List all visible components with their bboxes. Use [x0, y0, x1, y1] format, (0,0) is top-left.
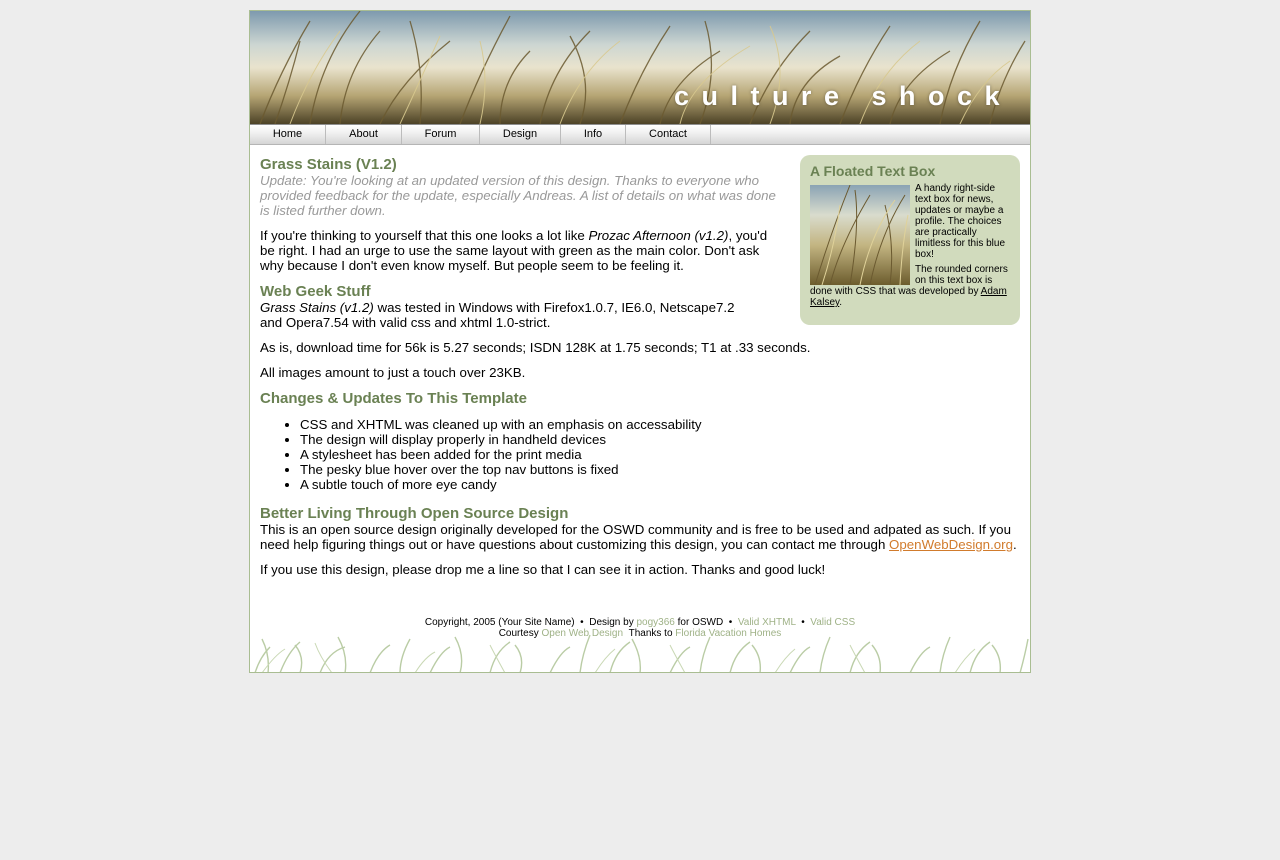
tested-paragraph	[260, 300, 760, 330]
heading-open-source: Better Living Through Open Source Design	[260, 505, 569, 522]
changes-list	[300, 417, 1020, 492]
list-item: • The design will display properly in handheld devices	[300, 432, 1020, 447]
valid-xhtml-link[interactable]: Valid XHTML	[737, 617, 796, 628]
floatbox-p2-text: The rounded corners on this text box is done with CSS that was developed by	[810, 264, 1008, 297]
author-link[interactable]: pogy366	[636, 617, 675, 628]
nav-info[interactable]: Info	[561, 125, 626, 144]
site-title: culture shock	[673, 81, 1012, 111]
nav-forum[interactable]: Forum	[402, 125, 480, 144]
design-by-text: Design by	[589, 617, 634, 628]
footer-line-2	[250, 628, 1030, 639]
adam-kalsey-link[interactable]: Adam Kalsey	[810, 286, 1007, 308]
heading-grass-stains: Grass Stains (V1.2)	[260, 156, 397, 173]
nav-contact[interactable]: Contact	[626, 125, 711, 144]
list-item: • A stylesheet has been added for the print media	[300, 447, 1020, 462]
images-paragraph: All images amount to just a touch over 23KB.	[260, 365, 526, 380]
courtesy-text: Courtesy	[498, 628, 539, 639]
intro-text: If you're thinking to yourself that this one looks a lot like	[260, 228, 589, 243]
tested-italic: Grass Stains (v1.2)	[260, 300, 374, 315]
update-note: Update: You're looking at an updated version of this design. Thanks to everyone who provided feedback for the update, especially Andreas. A list of details on what was done is listed further down.	[260, 173, 776, 218]
floatbox-p2-end: .	[839, 297, 843, 308]
copyright-text: Copyright, 2005 (Your Site Name)	[424, 617, 575, 628]
florida-vacation-homes-link[interactable]: Florida Vacation Homes	[675, 628, 782, 639]
top-nav	[250, 124, 1030, 145]
separator: •	[580, 617, 584, 628]
download-paragraph: As is, download time for 56k is 5.27 seconds; ISDN 128K at 1.75 seconds; T1 at .33 seconds.	[260, 340, 811, 355]
intro-text-end: , you'd be right. I had an urge to use the same layout with green as the main color. Don't ask why because I don't even know myself. But people seem to be feeling it.	[260, 228, 768, 273]
floatbox-title: A Floated Text Box	[810, 163, 936, 179]
open-web-design-link[interactable]: Open Web Design	[541, 628, 624, 639]
open-source-paragraph	[260, 522, 1020, 552]
intro-paragraph	[260, 228, 780, 273]
page-container	[249, 10, 1031, 673]
list-item: • The pesky blue hover over the top nav buttons is fixed	[300, 462, 1020, 477]
open-source-end: .	[1012, 537, 1017, 552]
heading-changes: Changes & Updates To This Template	[260, 390, 527, 407]
valid-css-link[interactable]: Valid CSS	[810, 617, 856, 628]
intro-italic: Prozac Afternoon (v1.2)	[588, 228, 729, 243]
open-source-text: This is an open source design originally developed for the OSWD community and is free to be used and adpated as such. If you need help figuring things out or have questions about customizing this design, you can contact me through	[260, 522, 1011, 552]
list-item: • A subtle touch of more eye candy	[300, 477, 1020, 492]
thanks-text: Thanks to	[628, 628, 673, 639]
separator: •	[728, 617, 733, 628]
tested-text: was tested in Windows with Firefox1.0.7, IE6.0, Netscape7.2 and Opera7.54 with valid css and xhtml 1.0-strict.	[260, 300, 735, 330]
nav-home[interactable]: Home	[250, 125, 326, 144]
separator: •	[801, 617, 805, 628]
floatbox-paragraph-1: A handy right-side text box for news, updates or maybe a profile. The choices are practically limitless for this blue box!	[915, 183, 1006, 260]
list-item: • CSS and XHTML was cleaned up with an emphasis on accessability	[300, 417, 1020, 432]
closing-paragraph: If you use this design, please drop me a line so that I can see it in action. Thanks and good luck!	[260, 562, 826, 577]
footer	[250, 617, 1030, 673]
nav-design[interactable]: Design	[480, 125, 561, 144]
main-content	[260, 156, 1020, 577]
nav-about[interactable]: About	[326, 125, 402, 144]
heading-web-geek: Web Geek Stuff	[260, 283, 371, 300]
footer-line-1	[250, 617, 1030, 628]
header-banner	[250, 11, 1030, 124]
for-oswd-text: for OSWD	[677, 617, 724, 628]
openwebdesign-link[interactable]: OpenWebDesign.org	[889, 537, 1013, 552]
